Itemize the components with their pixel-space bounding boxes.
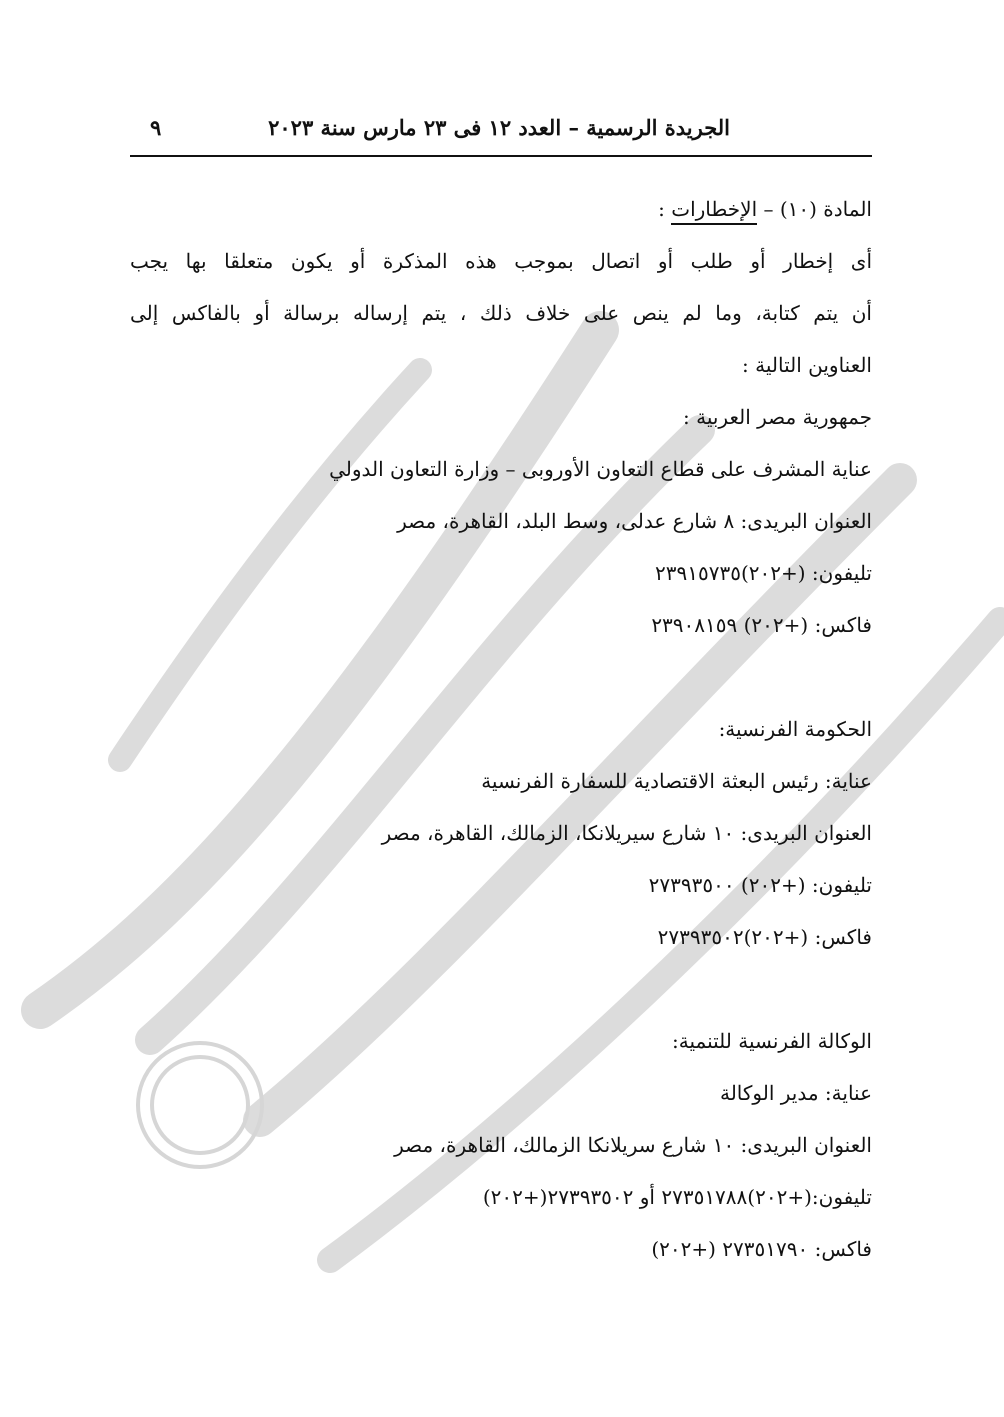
phone-number: تليفون: (+٢٠٢)٢٣٩١٥٧٣٥ — [655, 561, 872, 585]
party-name: الوكالة الفرنسية للتنمية: — [672, 1029, 872, 1053]
gazette-title: الجريدة الرسمية – العدد ١٢ فى ٢٣ مارس سنة ٢٠٢٣ — [268, 115, 730, 140]
address-block-afd — [130, 1017, 872, 1277]
page-number: ٩ — [150, 115, 162, 140]
fax-number: فاكس: ٢٧٣٥١٧٩٠ (+٢٠٢) — [651, 1237, 872, 1261]
article-heading-title: الإخطارات — [671, 197, 757, 225]
article-content — [130, 185, 872, 1277]
paragraph-line: العناوين التالية : — [742, 353, 872, 377]
postal-address: العنوان البريدى: ٨ شارع عدلى، وسط البلد، القاهرة، مصر — [397, 509, 872, 533]
address-block-french-government — [130, 705, 872, 965]
phone-number: تليفون:(+٢٠٢)٢٧٣٥١٧٨٨ أو ٢٧٣٩٣٥٠٢(+٢٠٢) — [482, 1185, 872, 1209]
postal-address: العنوان البريدى: ١٠ شارع سيريلانكا، الزمالك، القاهرة، مصر — [381, 821, 872, 845]
party-name: جمهورية مصر العربية : — [683, 405, 872, 429]
article-heading: المادة (١٠) – الإخطارات : — [130, 185, 872, 237]
attention-line: عناية: رئيس البعثة الاقتصادية للسفارة الفرنسية — [481, 769, 872, 793]
attention-line: عناية: مدير الوكالة — [719, 1081, 872, 1105]
paragraph-line: أى إخطار أو طلب أو اتصال بموجب هذه المذكرة أو يكون متعلقا بها يجب — [130, 249, 872, 273]
paragraph-line: أن يتم كتابة، وما لم ينص على خلاف ذلك ، يتم إرساله برسالة أو بالفاكس إلى — [130, 301, 872, 325]
address-block-egypt — [130, 393, 872, 653]
party-name: الحكومة الفرنسية: — [718, 717, 872, 741]
attention-line: عناية المشرف على قطاع التعاون الأوروبى – وزارة التعاون الدولي — [329, 457, 872, 481]
page-header — [130, 105, 872, 157]
fax-number: فاكس: (+٢٠٢)٢٧٣٩٣٥٠٢ — [657, 925, 872, 949]
phone-number: تليفون: (+٢٠٢) ٢٧٣٩٣٥٠٠ — [648, 873, 872, 897]
fax-number: فاكس: (+٢٠٢) ٢٣٩٠٨١٥٩ — [651, 613, 872, 637]
postal-address: العنوان البريدى: ١٠ شارع سريلانكا الزمالك، القاهرة، مصر — [394, 1133, 872, 1157]
